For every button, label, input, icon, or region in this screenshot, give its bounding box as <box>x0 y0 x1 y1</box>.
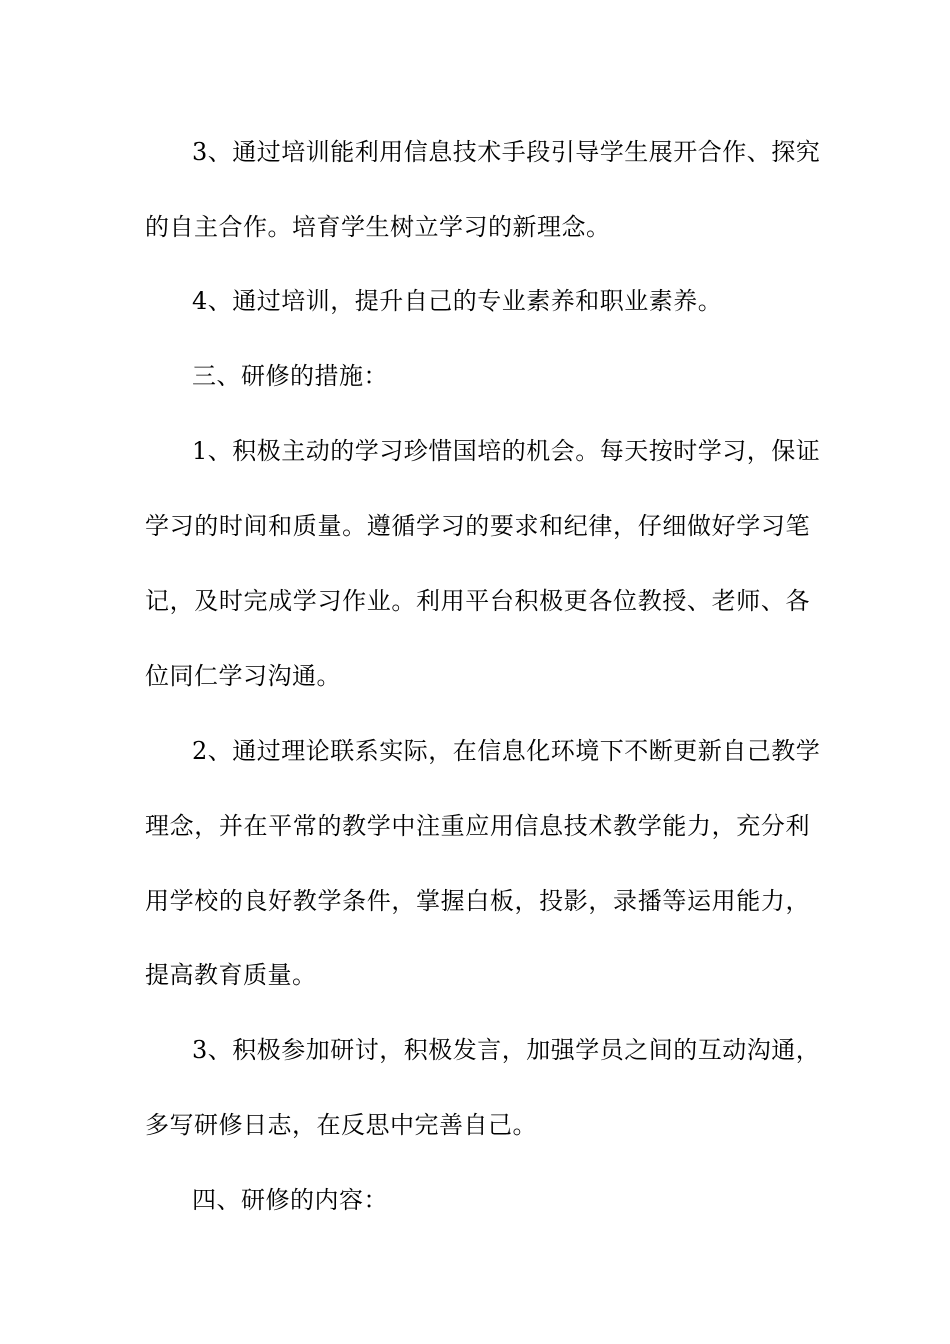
text-line: 位同仁学习沟通。 <box>145 662 341 690</box>
text-line: 理念，并在平常的教学中注重应用信息技术教学能力，充分利 <box>145 812 810 840</box>
text-line: 2、通过理论联系实际，在信息化环境下不断更新自己教学 <box>192 737 821 765</box>
text-line: 4、通过培训，提升自己的专业素养和职业素养。 <box>192 287 723 315</box>
text-line: 多写研修日志，在反思中完善自己。 <box>145 1111 537 1139</box>
section-heading: 三、研修的措施： <box>192 362 388 390</box>
text-line: 1、积极主动的学习珍惜国培的机会。每天按时学习，保证 <box>192 437 821 465</box>
text-line: 学习的时间和质量。遵循学习的要求和纪律，仔细做好学习笔 <box>145 512 810 540</box>
text-line: 的自主合作。培育学生树立学习的新理念。 <box>145 213 611 241</box>
text-line: 用学校的良好教学条件，掌握白板，投影，录播等运用能力， <box>145 887 810 915</box>
text-line: 记，及时完成学习作业。利用平台积极更各位教授、老师、各 <box>145 587 810 615</box>
section-heading: 四、研修的内容： <box>192 1186 388 1214</box>
text-line: 3、积极参加研讨，积极发言，加强学员之间的互动沟通， <box>192 1036 821 1064</box>
text-line: 提高教育质量。 <box>145 961 317 989</box>
text-line: 3、通过培训能利用信息技术手段引导学生展开合作、探究 <box>192 138 821 166</box>
